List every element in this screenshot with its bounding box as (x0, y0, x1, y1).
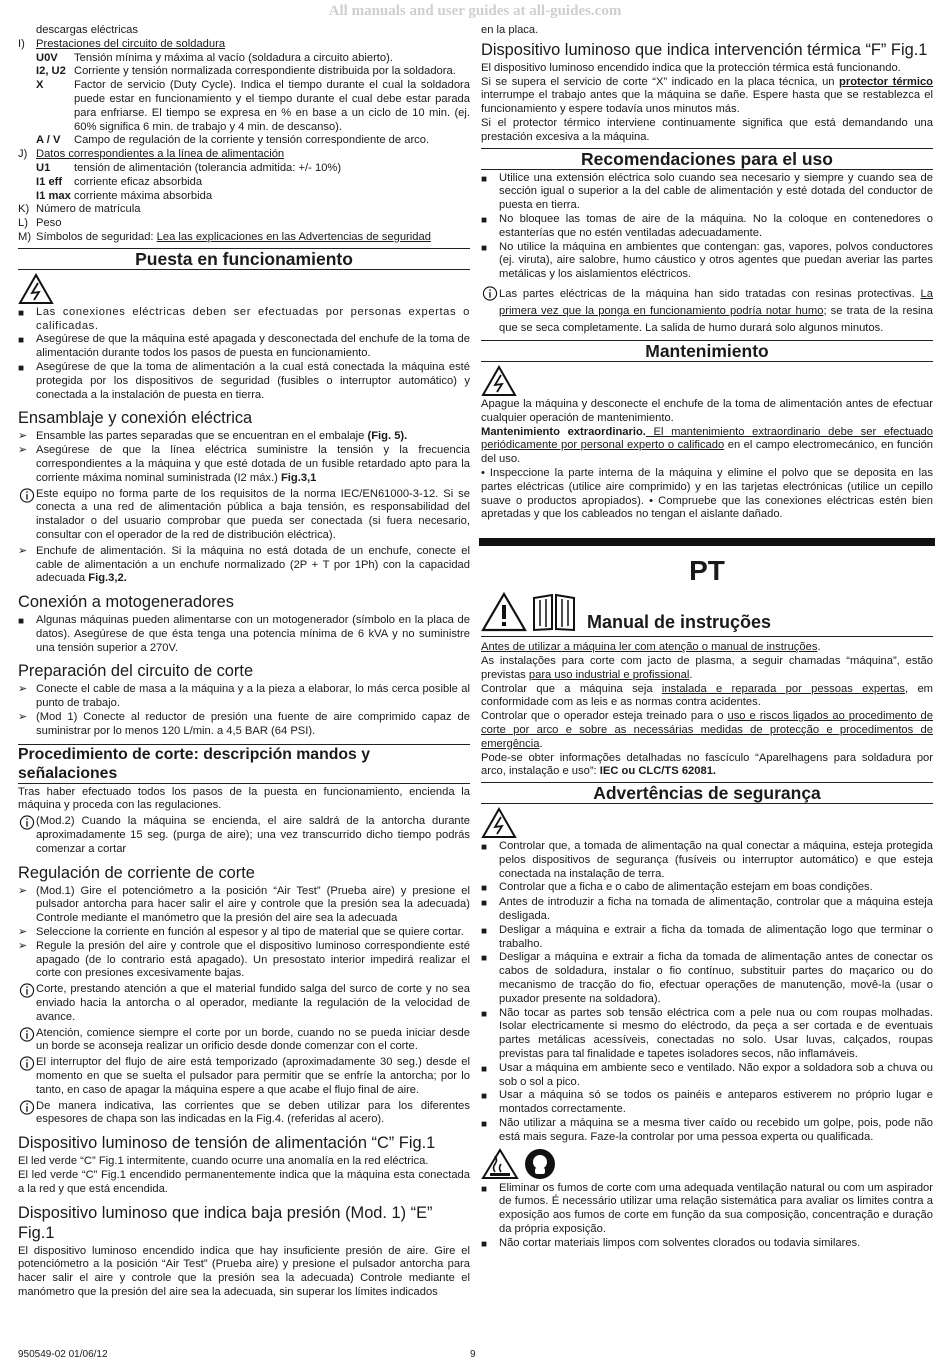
text: . (689, 668, 693, 681)
subheading: Dispositivo luminoso que indica intervención térmica “F” Fig.1 (481, 40, 928, 59)
paragraph: Tras haber efectuado todos los pasos de la puesta en funcionamiento, encienda la máquina y proceda con las regulaciones. (18, 785, 470, 812)
item-k (18, 203, 470, 217)
paragraph (481, 683, 933, 711)
list-item: ■ Não tocar as partes sob tensão eléctrica com a pele nua ou com roupas molhadas. Isolar electricamente si mesmo do eléctrodo, da peça a ser cortada e de eventuais partes metálicas acessíveis, conectadas no solo. Usar luvas, calçados, roupas previstas para tal finalidade e tapetes isoladores secos, não inflamáveis. (481, 1006, 933, 1061)
respirator-mask-icon (523, 1148, 557, 1180)
manual-title: Manual de instruções (587, 612, 772, 633)
text: Controlar que a máquina seja (481, 682, 662, 695)
text: uso e riscos ligados ao procedimento de corte por arco e sobre as necessárias medidas de protecção e procedimentos de emergência (481, 710, 934, 750)
info-text: Atención, comience siempre el corte por un borde, cuando no se pueda iniciar desde un borde se aconseja realizar un orificio desde donde comenzar con el corte. (36, 1026, 470, 1053)
list-text: Eliminar os fumos de corte com uma adequada ventilação natural ou com um aspirador de fumos. É necessário utilizar uma relação sistemática para avaliar os limites contra a exposição aos fumos de corte em função da sua composição, concentração e duração da própria exposição. (499, 1181, 933, 1236)
list-text: (Mod.1) Gire el potenciómetro a la posición “Air Test” (Prueba aire) y presione el pulsador antorcha para hacer salir el aire y controle que la presión sea la adecuada) Controle mediante el manómetro que la presión del aire sea la adecuada (36, 884, 470, 925)
text: em conformidade com as leis e as normas contra acidentes. (481, 682, 933, 709)
info-icon (18, 488, 36, 503)
text: instalada e reparada por pessoas expertas, (661, 682, 909, 695)
list-text: Usar a máquina só se todos os painéis e anteparos estiverem no próprio lugar e montados correctamente. (499, 1089, 933, 1116)
section-heading: Advertências de segurança (481, 782, 933, 804)
left-column (18, 24, 470, 1300)
text: Antes de utilizar a máquina ler com atenção o manual de instruções (481, 641, 818, 654)
def-key: I1 eff (36, 175, 63, 188)
list-text: Usar a máquina em ambiente seco e ventilado. Não expor a soldadora sob a chuva ou sob o sol a pico. (499, 1061, 933, 1088)
list-text: Utilice una extensión eléctrica solo cuando sea necesario y siempre y cuando sea de sección igual o superior a la del cable de alimentación y esté dotada del conductor de puesta en tierra. (499, 171, 933, 212)
item-j (18, 148, 470, 162)
info-note (18, 815, 470, 856)
list-item: ■ Não cortar materiais limpos com solventes clorados ou todavia similares. (481, 1237, 933, 1252)
fig-ref: Fig.3,1 (280, 471, 317, 484)
text: interrumpe el trabajo antes que la máquina se dañe. Espere hasta que se restablezca el funcionamiento y espere todavía unos minutos más. (481, 89, 933, 116)
item-text: Peso (36, 217, 62, 230)
list-text: Não cortar materiais limpos com solventes clorados ou todavia similares. (499, 1236, 861, 1249)
def-i1eff (18, 176, 470, 190)
def-text: corriente máxima absorbida (74, 189, 213, 202)
list-item: ➢ Conecte el cable de masa a la máquina y a la pieza a elaborar, lo más cerca posible al punto de trabajo. (18, 683, 470, 710)
list-item: ■ Usar a máquina em ambiente seco e ventilado. Não expor a soldadora sob a chuva ou sob o sol a pico. (481, 1061, 933, 1088)
info-icon (481, 286, 499, 301)
item-label: K) (18, 203, 30, 216)
list-text: Controlar que, a tomada de alimentação na qual conectar a máquina, esteja protegida pelos dispositivos de segurança (fusíveis ou interruptor automático) e que esteja conectada na instalação de terra. (499, 840, 933, 880)
def-i2u2 (18, 65, 470, 79)
watermark: All manuals and user guides at all-guides.com (328, 3, 622, 19)
emphasis: protector térmico (839, 75, 934, 88)
text: Si se supera el servicio de corte “X” indicado en la placa técnica, un (481, 75, 840, 88)
item-text: Símbolos de seguridad: (36, 230, 157, 243)
subheading: Ensamblaje y conexión eléctrica (18, 409, 253, 428)
page-number: 9 (470, 1349, 476, 1360)
info-note (18, 1027, 470, 1055)
subheading: Conexión a motogeneradores (18, 593, 234, 612)
warning-icon (481, 592, 527, 632)
list-text: Asegúrese de que la toma de alimentación a la cual está conectada la máquina esté protegida por los dispositivos de seguridad (fusibles o interruptor automático) y conectada a la instalación de puesta en tierra. (36, 360, 470, 401)
section-heading: Recomendaciones para el uso (481, 148, 933, 170)
list-text: Asegúrese de que la línea eléctrica suministre la tensión y la frecuencia correspondientes a la máquina y que esté dotada de un fusible retardado apto para la corriente máxima nominal suministrada (I2 máx.) (36, 444, 470, 484)
emphasis: IEC ou CLC/TS 62081. (599, 765, 717, 778)
manual-book-icon (531, 592, 577, 632)
text: . (817, 641, 821, 654)
list-text: Asegúrese de que la máquina esté apagada y desconectada del enchufe de la toma de alimentación durante todos los pasos de puesta en funcionamiento. (36, 333, 470, 360)
def-text: Tensión mínima y máxima al vacío (soldadura a circuito abierto). (74, 51, 393, 64)
paragraph (481, 752, 933, 780)
list-item: ➢ Regule la presión del aire y controle que el dispositivo luminoso correspondiente esté apagado (de lo contrario está apagado). Un presostato interior impedirá realizar el corte con presiones excesivamente bajas. (18, 939, 470, 980)
list-item: ■ Asegúrese de que la toma de alimentación a la cual está conectada la máquina esté protegida por los dispositivos de seguridad (fusibles o interruptor automático) y conectada a la instalación de puesta en tierra. (18, 360, 470, 401)
paragraph: El dispositivo luminoso encendido indica que la protección térmica está funcionando. (481, 61, 901, 74)
list-text: Desligar a máquina e extrair a ficha da tomada de alimentação logo que terminar o trabalho. (499, 923, 933, 950)
list-text: Antes de introduzir a ficha na tomada de alimentação, controlar que a máquina esteja desligada. (499, 896, 933, 923)
info-icon (18, 983, 36, 998)
text: El mantenimiento extraordinario debe ser efectuado periódicamente por personal experto o calificado (481, 425, 933, 452)
item-label: M) (18, 230, 32, 243)
info-note (18, 488, 470, 543)
list-text: Las conexiones eléctricas deben ser efectuadas por personas expertas o calificadas. (36, 305, 470, 332)
item-title: Prestaciones del circuito de soldadura (36, 37, 226, 50)
paragraph: El led verde “C” Fig.1 intermitente, cuando ocurre una anomalía en la red eléctrica. (18, 1155, 429, 1168)
list-text: Controlar que a ficha e o cabo de alimentação estejam em boas condições. (499, 881, 873, 894)
def-text: Corriente y tensión normalizada correspondiente distribuida por la soldadora. (74, 65, 456, 78)
list-item: ➢ Seleccione la corriente en función al espesor y al tipo de material que se quiere cortar. (18, 926, 470, 940)
list-item: ■ Desligar a máquina e extrair a ficha da tomada de alimentação antes de conectar os cabos de soldadura, instalar o fio contínuo, substituir partes do maçarico ou do mecanismo de tracção do fio, efectuar operações de manutenção, movê-la (usar o puxador presente na soldadora). (481, 951, 933, 1005)
def-text: Campo de regulación de la corriente y tensión correspondiente de arco. (74, 134, 430, 147)
text: en el campo electromecánico, en función del uso. (481, 439, 934, 466)
info-note (18, 1100, 470, 1128)
def-key: X (36, 79, 44, 92)
def-u0v (18, 52, 470, 66)
paragraph (481, 655, 933, 683)
list-text: Conecte el cable de masa a la máquina y a la pieza a elaborar, lo más cerca posible al punto de trabajo. (36, 683, 470, 710)
paragraph: • Inspeccione la parte interna de la máquina y elimine el polvo que se deposita en las partes eléctricas (utilice aire comprimido) y en las tarjetas electrónicas (utilice un cepillo suave o productos apropiados). • Compruebe que las conexiones eléctricas estén bien apretadas y que los cableados no tengan el aislante dañado. (481, 466, 933, 521)
list-text: Desligar a máquina e extrair a ficha da tomada de alimentação antes de conectar os cabos de soldadura, instalar o fio contínuo, substituir partes do maçarico ou do mecanismo de tracção do fio, efectuar operações de manutenção, movê-la (usar o puxador presente na soldadora). (499, 951, 933, 1005)
list-item: ➢ (Mod.1) Gire el potenciómetro a la posición “Air Test” (Prueba aire) y presione el pulsador antorcha para hacer salir el aire y controle que la presión sea la adecuada) Controle mediante el manómetro que la presión del aire sea la adecuada (18, 884, 470, 925)
intro-text: descargas eléctricas (36, 24, 138, 36)
list-text: Ensamble las partes separadas que se encuentran en el embalaje (36, 430, 368, 443)
text: Controlar que o operador esteja treinado para o (481, 710, 728, 723)
list-item: ■ Utilice una extensión eléctrica solo cuando sea necesario y siempre y cuando sea de sección igual o superior a la del cable de alimentación y esté dotada del conductor de puesta en tierra. (481, 171, 933, 212)
list-text: Enchufe de alimentación. Si la máquina no está dotada de un enchufe, conecte el cable de alimentación a un enchufe normalizado (2P + T por 1Ph) con la capacidad adecuada (36, 544, 470, 585)
def-key: I1 max (36, 189, 71, 202)
paragraph (481, 641, 933, 655)
item-text: Número de matrícula (36, 203, 141, 216)
paragraph (481, 710, 933, 751)
item-i (18, 38, 470, 52)
info-text: De manera indicativa, las corrientes que se deben utilizar para los diferentes espesores de chapa son las indicadas en la Fig.4. (referidas al acero). (36, 1099, 470, 1126)
list-item: ■ Las conexiones eléctricas deben ser efectuadas por personas expertas o calificadas. (18, 305, 470, 332)
def-i1max (18, 190, 470, 204)
list-text: Não utilizar a máquina se a mesma tiver caído ou recebido um golpe, pois, pode não está mais segura. Faze-la controlar por uma pessoa experta ou qualificada. (499, 1117, 933, 1143)
def-key: I2, U2 (36, 65, 66, 78)
section-heading: Mantenimiento (481, 340, 933, 362)
electric-warning-icon (18, 273, 54, 305)
def-av (18, 134, 470, 148)
list-text: No utilice la máquina en ambientes que contengan: gas, vapores, polvos conductores (ej. viruta), aire salobre, humo cáustico y otros agentes que puedan averiar las partes metálicas y los aislamientos eléctricos. (499, 240, 933, 281)
list-item: ■ Asegúrese de que la máquina esté apagada y desconectada del enchufe de la toma de alimentación durante todos los pasos de puesta en funcionamiento. (18, 333, 470, 360)
paragraph: El dispositivo luminoso encendido indica que hay insuficiente presión de aire. Gire el potenciómetro a la posición “Air Test” (Prueba aire) y presione el pulsador antorcha para hacer salir el aire y controle que la presión sea la adecuada) Controle mediante el manómetro que la presión del aire sea la adecuada, sin superar los límites indicados (18, 1244, 470, 1298)
def-text: corriente eficaz absorbida (74, 175, 203, 188)
item-label: L) (18, 217, 28, 230)
electric-warning-icon (481, 365, 517, 397)
info-note (481, 286, 933, 337)
emphasis: Mantenimiento extraordinario. (481, 425, 646, 438)
list-item: ■ Usar a máquina só se todos os painéis e anteparos estiverem no próprio lugar e montados correctamente. (481, 1089, 933, 1116)
electric-warning-icon (481, 807, 517, 839)
section-heading: Puesta en funcionamiento (18, 248, 470, 270)
item-label: I) (18, 37, 25, 50)
def-key: U0V (36, 51, 58, 64)
def-key: U1 (36, 161, 51, 174)
paragraph: Si el protector térmico interviene continuamente significa que está demandando una prestación excesiva a la máquina. (481, 116, 933, 143)
list-item: ➢ Enchufe de alimentación. Si la máquina no está dotada de un enchufe, conecte el cable de alimentación a un enchufe normalizado (2P + T por 1Ph) con la capacidad adecuada Fig.3,2. (18, 544, 470, 585)
info-text: (Mod.2) Cuando la máquina se encienda, el aire saldrá de la antorcha durante aproximadamente 15 seg. (purga de aire); una vez transcurrido dicho tiempo podrás comenzar a cortar (36, 815, 470, 855)
info-note (18, 1056, 470, 1097)
safety-link[interactable]: Lea las explicaciones en las Advertencias de seguridad (156, 230, 431, 243)
def-x (18, 79, 470, 134)
info-icon (18, 815, 36, 830)
paragraph (481, 426, 933, 467)
item-m (18, 231, 470, 245)
list-item: ■ Algunas máquinas pueden alimentarse con un motogenerador (símbolo en la placa de datos). Asegúrese de que ésta tenga una potencia mínima de 6 kVA y no suministre una tensión superior a 270V. (18, 614, 470, 654)
document-code: 950549-02 01/06/12 (18, 1349, 108, 1360)
list-text: Regule la presión del aire y controle que el dispositivo luminoso correspondiente esté apagado (de lo contrario está apagado). Un presostato interior impedirá realizar el corte con presiones excesivamente bajas. (36, 939, 470, 980)
fig-ref: Fig.3,2. (88, 572, 127, 585)
fig-ref: (Fig. 5). (367, 430, 408, 443)
info-text: El interruptor del flujo de aire está temporizado (aproximadamente 30 seg.) desde el momento en que se suelta el pulsador para permitir que se enfríe la antorcha; por lo tanto, en caso de apagar la máquina espere a que acabe el flujo final de aire. (36, 1056, 470, 1096)
list-item: ■ No bloquee las tomas de aire de la máquina. No la coloque en contenedores o estanterías que no estén ventiladas adecuadamente. (481, 212, 933, 239)
text: Pode-se obter informações detalhadas no fascículo “Aparelhagens para soldadura por arco, instalação e uso”: (481, 751, 933, 778)
list-item: ■ Eliminar os fumos de corte com uma adequada ventilação natural ou com um aspirador de fumos. É necessário utilizar uma relação sistemática para avaliar os limites contra a exposição aos fumos de corte em função da sua composição, concentração e duração da própria exposição. (481, 1181, 933, 1236)
list-text: No bloquee las tomas de aire de la máquina. No la coloque en contenedores o estanterías que no estén ventiladas adecuadamente. (499, 212, 933, 239)
list-item: ■ Antes de introduzir a ficha na tomada de alimentação, controlar que a máquina esteja desligada. (481, 896, 933, 923)
paragraph: Apague la máquina y desconecte el enchufe de la toma de alimentación antes de efectuar cualquier operación de mantenimiento. (481, 397, 933, 424)
language-code: PT (689, 555, 725, 587)
info-text: Corte, prestando atención a que el material fundido salga del surco de corte y no sea enviado hacia la antorcha o al operador, mediante la regulación de la velocidad de avance. (36, 983, 470, 1023)
info-icon (18, 1100, 36, 1115)
subheading: Dispositivo luminoso de tensión de alimentación “C” Fig.1 (18, 1134, 436, 1153)
section-heading: Procedimiento de corte: descripción mandos y señalaciones (18, 744, 470, 784)
info-text: La primera vez que la ponga en funcionamiento podría notar humo (499, 287, 933, 317)
fumes-warning-icon (481, 1148, 519, 1180)
subheading: Regulación de corriente de corte (18, 863, 255, 882)
paragraph (481, 76, 933, 117)
list-text: Não tocar as partes sob tensão eléctrica com a pele nua ou com roupas molhadas. Isolar electricamente si mesmo do eléctrodo, da peça a ser cortada e de eventuais partes metálicas acessíveis, conectadas no solo. Usar luvas, calçados, roupas previstas para tal finalidade e tapetes isoladores secos, não inflamáveis. (499, 1006, 933, 1061)
list-item: ➢ (Mod 1) Conecte al reductor de presión una fuente de aire comprimido capaz de suministrar por lo menos 120 L/min. a 4,5 BAR (64 PSI). (18, 711, 470, 737)
list-text: (Mod 1) Conecte al reductor de presión una fuente de aire comprimido capaz de suministrar por lo menos 120 L/min. a 4,5 BAR (64 PSI). (36, 711, 470, 737)
subheading: Preparación del circuito de corte (18, 662, 254, 681)
text: As instalações para corte com jacto de plasma, a seguir chamadas “máquina”, estão previstas (481, 654, 933, 681)
list-text: Algunas máquinas pueden alimentarse con un motogenerador (símbolo en la placa de datos). Asegúrese de que ésta tenga una potencia mínima de 6 kVA y no suministre una tensión superior a 270V. (36, 614, 470, 654)
def-text: tensión de alimentación (tolerancia admitida: +/- 10%) (74, 161, 342, 174)
item-label: J) (18, 148, 28, 161)
info-text: Las partes eléctricas de la máquina han sido tratadas con resinas protectivas. (499, 287, 921, 300)
list-item: ■ Desligar a máquina e extrair a ficha da tomada de alimentação logo que terminar o trabalho. (481, 923, 933, 950)
def-key: A / V (36, 134, 61, 147)
subheading: Dispositivo luminoso que indica baja presión (Mod. 1) “E” Fig.1 (18, 1203, 433, 1242)
text: . (539, 737, 543, 750)
info-icon (18, 1027, 36, 1042)
info-note (18, 983, 470, 1024)
paragraph: El led verde “C” Fig.1 encendido permanentemente indica que la máquina esta conectada a la red y que está encendida. (18, 1169, 470, 1195)
def-text: Factor de servicio (Duty Cycle). Indica el tiempo durante el cual la soldadora puede estar en funcionamiento y el tiempo durante el cual debe estar parada para enfriarse. El tiempo se expresa en % en base a un ciclo de 10 min. (ej. 60% significa 6 min. de trabajo y 4 min. de descanso). (74, 79, 470, 133)
manual-header (481, 592, 933, 637)
list-item: ■ Controlar que a ficha e o cabo de alimentação estejam em boas condições. (481, 881, 933, 896)
section-divider-bar (479, 538, 935, 546)
list-text: Seleccione la corriente en función al espesor y al tipo de material que se quiere cortar. (36, 926, 464, 939)
info-icon (18, 1056, 36, 1071)
list-item: ■ No utilice la máquina en ambientes que contengan: gas, vapores, polvos conductores (ej. viruta), aire salobre, humo cáustico y otros agentes que puedan averiar las partes metálicas y los aislamientos eléctricos. (481, 240, 933, 281)
text: para uso industrial e profissional (528, 668, 690, 681)
item-l (18, 217, 470, 231)
list-item: ■ Controlar que, a tomada de alimentação na qual conectar a máquina, esteja protegida pelos dispositivos de segurança (fusíveis ou interruptor automático) e que esteja conectada na instalação de terra. (481, 840, 933, 880)
fume-icons (481, 1148, 933, 1180)
list-item: ■ Não utilizar a máquina se a mesma tiver caído ou recebido um golpe, pois, pode não está mais segura. Faze-la controlar por uma pessoa experta ou qualificada. (481, 1117, 933, 1143)
info-text: ; se trata de la resina que se seca completamente. La salida de humo durará solo algunos minutos. (499, 304, 933, 334)
def-u1 (18, 162, 470, 176)
list-item: ➢ Ensamble las partes separadas que se encuentran en el embalaje (Fig. 5). (18, 430, 408, 443)
paragraph: en la placa. (481, 24, 539, 36)
right-column (481, 24, 933, 1252)
item-title: Datos correspondientes a la línea de alimentación (36, 148, 285, 161)
list-item: ➢ Asegúrese de que la línea eléctrica suministre la tensión y la frecuencia correspondientes a la máquina y que esté dotada de un fusible retardado apto para la corriente máxima nominal suministrada (I2 máx.) Fig.3,1 (18, 444, 470, 484)
info-text: Este equipo no forma parte de los requisitos de la norma IEC/EN61000-3-12. Si se conecta a una red de alimentación pública a baja tensión, es responsabilidad del instalador o del usuario comprobar que pueda ser conectada (si fuera necesario, consultar con el operador de la red de distribución eléctrica). (36, 487, 470, 541)
